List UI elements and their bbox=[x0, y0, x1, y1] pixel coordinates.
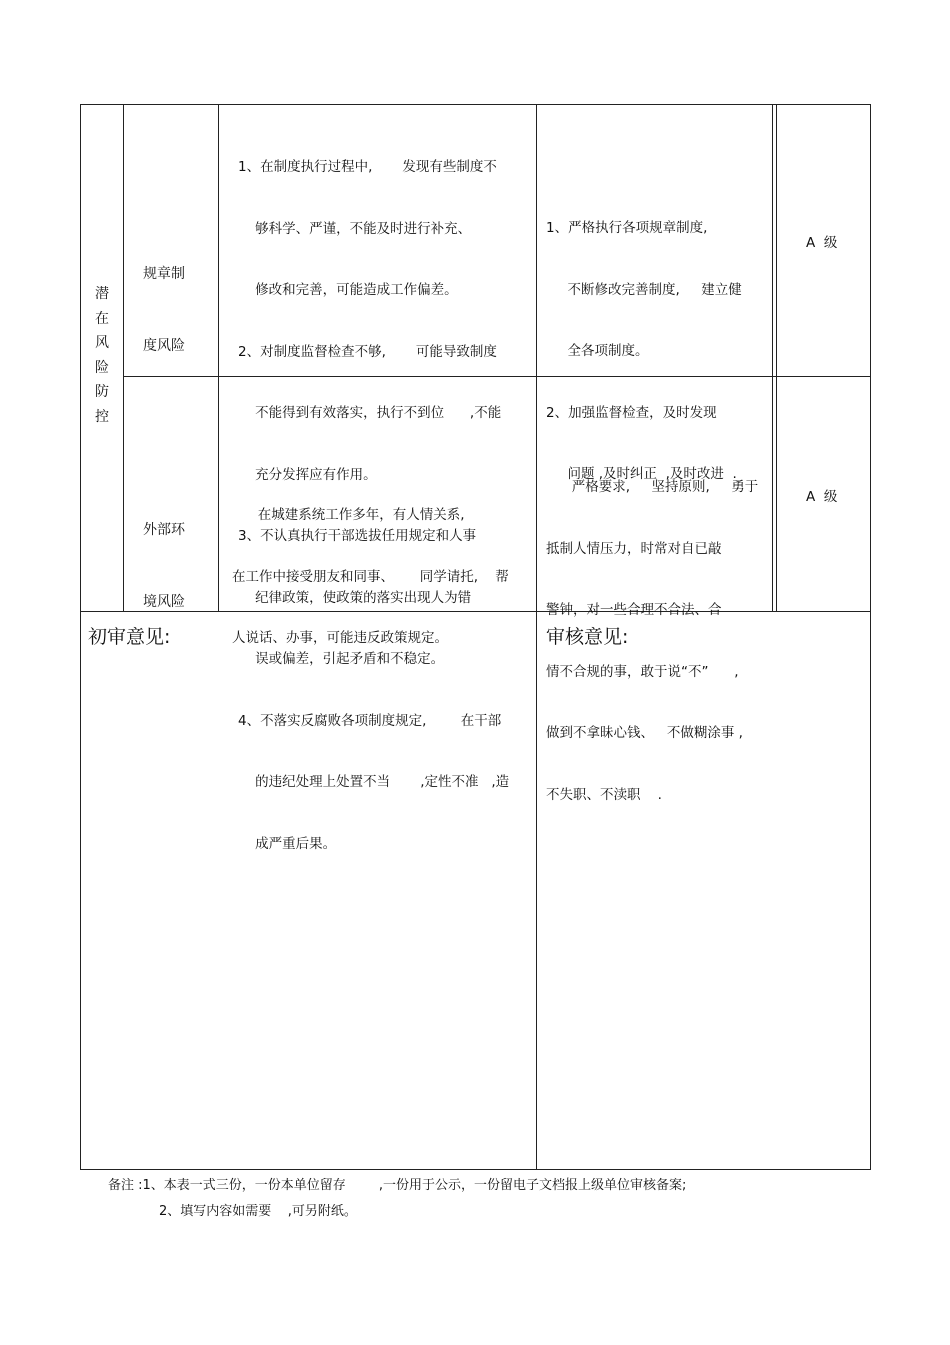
table-bottom-border bbox=[80, 1169, 871, 1170]
col-divider-grade bbox=[776, 104, 777, 612]
audit-review-heading: 审核意见: bbox=[546, 626, 629, 648]
measure-line: 不断修改完善制度, 建立健 bbox=[546, 281, 742, 298]
risk-grade-regulation: A 级 bbox=[806, 235, 838, 251]
table-top-border bbox=[80, 104, 871, 105]
risk-line: 纪律政策，使政策的落实出现人为错 bbox=[238, 589, 472, 606]
measure-line: 抵制人情压力，时常对自已敲 bbox=[546, 540, 722, 557]
category-char: 潜 bbox=[95, 286, 109, 302]
category-label bbox=[81, 282, 123, 429]
risk-line: 在工作中接受朋友和同事、 同学请托, 帮 bbox=[232, 568, 509, 585]
risk-line: 充分发挥应有作用。 bbox=[238, 466, 377, 483]
measure-line: 严格要求, 坚持原则, 勇于 bbox=[546, 479, 759, 495]
risk-line: 够科学、严谨，不能及时进行补充、 bbox=[238, 220, 472, 237]
measure-line: 1、严格执行各项规章制度, bbox=[546, 220, 708, 236]
category-char: 在 bbox=[95, 310, 109, 327]
col-divider-measure bbox=[772, 104, 773, 612]
risk-description-external bbox=[232, 464, 509, 690]
risk-line: 的违纪处理上处置不当 ,定性不准 ,造 bbox=[238, 774, 510, 790]
col-divider-category bbox=[123, 104, 124, 612]
risk-line: 2、对制度监督检查不够, 可能导致制度 bbox=[238, 343, 497, 360]
risk-line: 3、不认真执行干部选拔任用规定和人事 bbox=[238, 528, 477, 544]
category-char: 风 bbox=[95, 335, 109, 351]
measure-line: 不失职、不渎职 . bbox=[546, 786, 662, 803]
risk-grade-external: A 级 bbox=[806, 489, 838, 505]
measure-line: 全各项制度。 bbox=[546, 343, 649, 359]
risk-line: 成严重后果。 bbox=[238, 835, 337, 852]
risk-line: 4、不落实反腐败各项制度规定, 在干部 bbox=[238, 712, 502, 729]
table-right-border bbox=[870, 104, 871, 1170]
col-divider-risk bbox=[536, 104, 537, 1170]
measure-line: 问题 ,及时纠正 ,及时改进 . bbox=[546, 466, 737, 482]
category-char: 防 bbox=[95, 384, 109, 400]
col-divider-name bbox=[218, 104, 219, 612]
category-char: 险 bbox=[95, 359, 109, 376]
footnote-line-2: 2、填写内容如需要 ,可另附纸。 bbox=[159, 1204, 357, 1219]
table-left-border bbox=[80, 104, 81, 1170]
measure-line: 2、加强监督检查，及时发现 bbox=[546, 404, 717, 421]
footnote-line-1: 备注 :1、本表一式三份，一份本单位留存 ,一份用于公示，一份留电子文档报上级单位审核备案; bbox=[108, 1178, 687, 1193]
risk-line: 在城建系统工作多年，有人情关系, bbox=[232, 507, 465, 523]
risk-name-line: 境风险 bbox=[143, 594, 185, 610]
risk-name-line: 度风险 bbox=[143, 338, 185, 354]
risk-name-regulation bbox=[143, 214, 185, 406]
measure-line: 做到不拿昧心钱、 不做糊涂事 , bbox=[546, 725, 743, 741]
risk-line: 人说话、办事，可能违反政策规定。 bbox=[232, 630, 448, 646]
risk-line: 误或偏差，引起矛盾和不稳定。 bbox=[238, 651, 445, 667]
measure-line: 警钟，对一些合理不合法、合 bbox=[546, 602, 722, 618]
risk-line: 修改和完善，可能造成工作偏差。 bbox=[238, 282, 458, 298]
category-char: 控 bbox=[95, 408, 109, 425]
measure-line: 情不合规的事，敢于说“不” , bbox=[546, 663, 739, 680]
initial-review-heading: 初审意见: bbox=[88, 626, 171, 648]
risk-name-line: 规章制 bbox=[143, 266, 185, 282]
risk-name-line: 外部环 bbox=[143, 522, 185, 538]
risk-line: 1、在制度执行过程中, 发现有些制度不 bbox=[238, 159, 497, 175]
risk-line: 不能得到有效落实，执行不到位 ,不能 bbox=[238, 405, 502, 421]
